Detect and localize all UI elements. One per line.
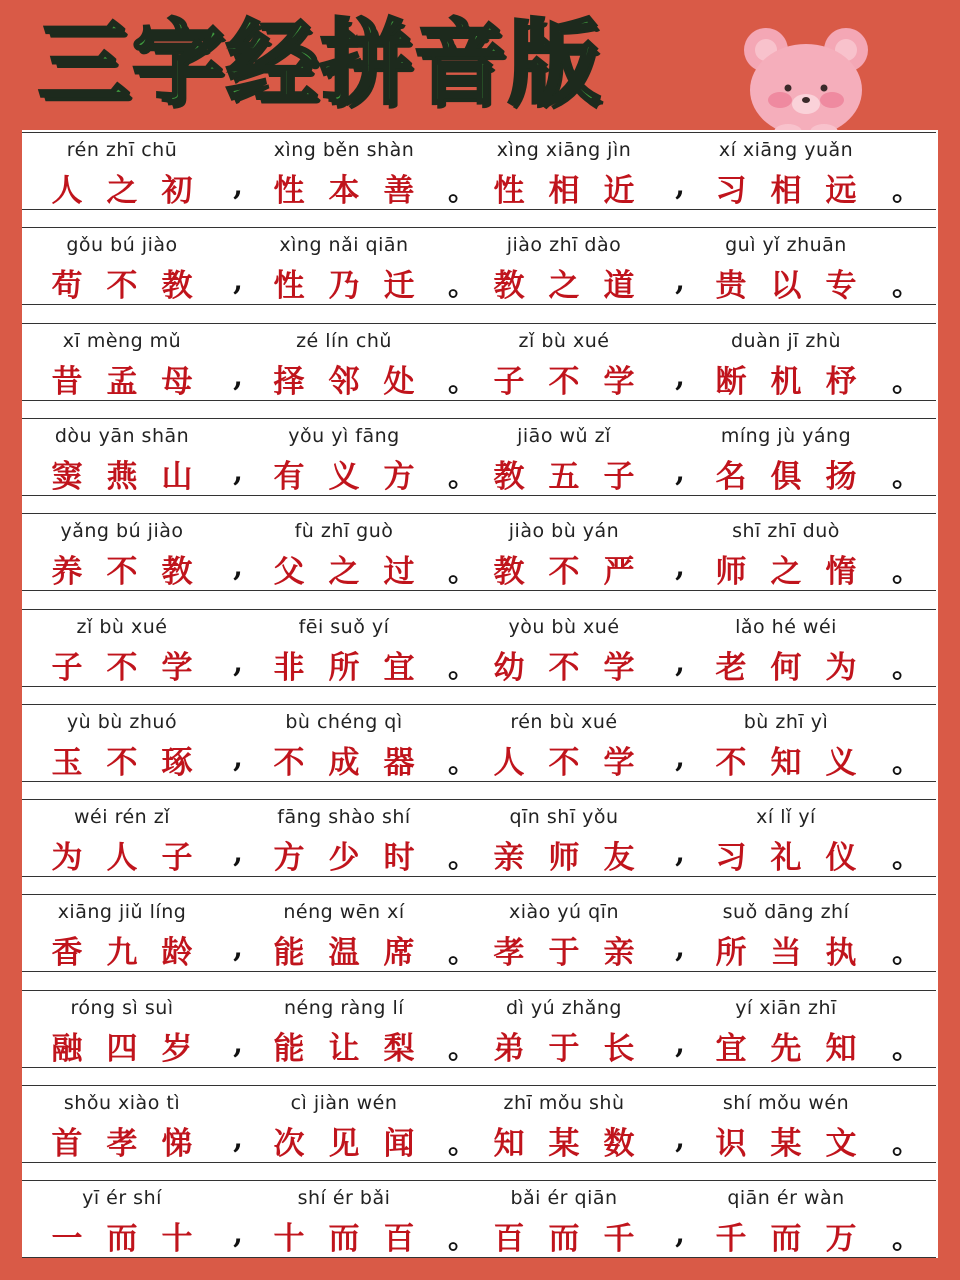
hanzi-text: 玉不琢	[51, 744, 217, 781]
verse-phrase	[22, 895, 242, 971]
punctuation-mark: 。	[448, 1222, 477, 1256]
verse-row	[22, 609, 936, 687]
pinyin-text: zhī mǒu shù	[503, 1092, 625, 1114]
punctuation-mark: ,	[675, 1217, 685, 1251]
verse-phrase	[22, 705, 242, 781]
hanzi-text: 能温席	[273, 935, 439, 972]
verse-phrase	[464, 705, 684, 781]
pinyin-text: shí ér bǎi	[297, 1187, 391, 1210]
hanzi-text: 亲师友	[493, 840, 659, 877]
verse-phrase	[686, 1181, 906, 1257]
punctuation-mark: ,	[675, 1122, 685, 1155]
verse-row	[22, 894, 936, 972]
hanzi-text: 窦燕山	[51, 458, 217, 495]
verse-row	[22, 227, 936, 305]
punctuation-mark: ,	[675, 740, 685, 774]
punctuation-mark: 。	[448, 650, 477, 684]
verse-phrase	[22, 1086, 242, 1162]
punctuation-mark: ,	[233, 1122, 243, 1155]
pinyin-text: shī zhī duò	[732, 520, 840, 543]
punctuation-mark: ,	[233, 836, 243, 870]
verse-phrase	[464, 324, 684, 400]
verse-phrase	[22, 324, 242, 400]
pinyin-text: dòu yān shān	[54, 424, 190, 447]
hanzi-text: 方少时	[273, 840, 439, 877]
pinyin-text: suǒ dāng zhí	[722, 901, 850, 924]
hanzi-text: 性乃迁	[273, 268, 439, 305]
pinyin-text: néng ràng lí	[283, 996, 405, 1019]
verse-phrase	[22, 228, 242, 304]
verse-phrase	[244, 895, 464, 971]
pinyin-text: cì jiàn wén	[290, 1092, 398, 1114]
pinyin-text: guì yǐ zhuān	[725, 234, 847, 257]
punctuation-mark: ,	[233, 454, 243, 488]
punctuation-mark: ,	[233, 264, 243, 298]
verse-phrase	[244, 514, 464, 590]
pinyin-text: xí lǐ yí	[756, 806, 816, 829]
pinyin-text: xiāng jiǔ líng	[57, 901, 187, 924]
punctuation-mark: 。	[892, 1222, 921, 1256]
pinyin-text: jiào zhī dào	[506, 234, 622, 257]
hanzi-text: 养不教	[51, 554, 217, 591]
pinyin-text: shǒu xiào tì	[63, 1092, 181, 1114]
pinyin-text: róng sì suì	[70, 996, 174, 1019]
hanzi-text: 习相远	[715, 173, 881, 209]
hanzi-text: 知某数	[493, 1126, 659, 1162]
hanzi-text: 人不学	[493, 744, 659, 781]
verse-phrase	[244, 991, 464, 1067]
punctuation-mark: 。	[448, 269, 477, 303]
punctuation-mark: ,	[675, 454, 685, 488]
verse-phrase	[686, 514, 906, 590]
hanzi-text: 百而千	[493, 1221, 659, 1258]
hanzi-text: 弟于长	[493, 1030, 659, 1067]
punctuation-mark: ,	[233, 169, 243, 202]
verse-phrase	[244, 133, 464, 209]
verse-phrase	[686, 1086, 906, 1162]
pinyin-text: fēi suǒ yí	[298, 615, 390, 638]
verse-row	[22, 418, 936, 496]
punctuation-mark: 。	[892, 841, 921, 875]
verse-phrase	[464, 800, 684, 876]
verse-phrase	[22, 991, 242, 1067]
punctuation-mark: ,	[233, 740, 243, 774]
verse-phrase	[22, 610, 242, 686]
verse-phrase	[464, 228, 684, 304]
pinyin-text: yǒu yì fāng	[288, 424, 400, 447]
hanzi-text: 子不学	[493, 363, 659, 400]
pinyin-text: zé lín chǔ	[296, 329, 392, 352]
pinyin-text: qiān ér wàn	[727, 1187, 845, 1210]
pinyin-text: xī mèng mǔ	[62, 329, 182, 352]
punctuation-mark: ,	[675, 1026, 685, 1060]
verse-phrase	[464, 419, 684, 495]
verse-phrase	[244, 1086, 464, 1162]
verse-phrase	[244, 324, 464, 400]
verse-row	[22, 1180, 936, 1258]
verse-phrase	[244, 419, 464, 495]
hanzi-text: 幼不学	[493, 649, 659, 686]
punctuation-mark: 。	[448, 1031, 477, 1065]
verse-phrase	[244, 800, 464, 876]
punctuation-mark: 。	[892, 1127, 921, 1160]
punctuation-mark: 。	[892, 1031, 921, 1065]
pinyin-text: shí mǒu wén	[722, 1092, 850, 1114]
verse-phrase	[22, 1181, 242, 1257]
pinyin-text: rén zhī chū	[66, 139, 178, 161]
hanzi-text: 教不严	[493, 554, 659, 591]
hanzi-text: 不成器	[273, 744, 439, 781]
punctuation-mark: 。	[448, 459, 477, 493]
punctuation-mark: ,	[233, 931, 243, 965]
pinyin-text: dì yú zhǎng	[506, 996, 622, 1019]
pinyin-text: zǐ bù xué	[76, 615, 168, 638]
hanzi-text: 香九龄	[51, 935, 217, 972]
hanzi-text: 能让梨	[273, 1030, 439, 1067]
bear-sticker-image	[740, 20, 872, 140]
pinyin-text: gǒu bú jiào	[66, 234, 178, 257]
punctuation-mark: ,	[675, 645, 685, 679]
punctuation-mark: ,	[233, 550, 243, 584]
hanzi-text: 千而万	[715, 1221, 881, 1258]
pinyin-text: xìng xiāng jìn	[496, 139, 632, 161]
verse-phrase	[686, 991, 906, 1067]
verse-row	[22, 513, 936, 591]
pinyin-text: fāng shào shí	[277, 806, 411, 829]
verse-phrase	[244, 228, 464, 304]
verse-phrase	[464, 610, 684, 686]
hanzi-text: 十而百	[273, 1221, 439, 1258]
pinyin-text: fù zhī guò	[294, 520, 394, 543]
pinyin-text: yí xiān zhī	[735, 996, 837, 1019]
pinyin-text: bù zhī yì	[743, 710, 829, 733]
punctuation-mark: ,	[675, 836, 685, 870]
verse-phrase	[686, 800, 906, 876]
verse-phrase	[22, 133, 242, 209]
hanzi-text: 非所宜	[273, 649, 439, 686]
verse-row	[22, 704, 936, 782]
hanzi-text: 首孝悌	[51, 1126, 217, 1162]
punctuation-mark: 。	[892, 269, 921, 303]
verse-phrase	[464, 895, 684, 971]
verse-row	[22, 990, 936, 1068]
verse-phrase	[464, 133, 684, 209]
pinyin-text: míng jù yáng	[720, 424, 852, 447]
hanzi-text: 名俱扬	[715, 458, 881, 495]
punctuation-mark: ,	[675, 169, 685, 202]
punctuation-mark: ,	[675, 931, 685, 965]
punctuation-mark: 。	[892, 555, 921, 589]
pinyin-text: bǎi ér qiān	[510, 1187, 618, 1210]
pinyin-text: wéi rén zǐ	[74, 806, 170, 829]
verse-row	[22, 1085, 936, 1163]
punctuation-mark: 。	[448, 745, 477, 779]
verse-phrase	[686, 895, 906, 971]
pinyin-text: xí xiāng yuǎn	[718, 139, 854, 161]
punctuation-mark: ,	[233, 1217, 243, 1251]
punctuation-mark: ,	[233, 1026, 243, 1060]
verse-phrase	[686, 610, 906, 686]
hanzi-text: 性本善	[273, 173, 439, 209]
punctuation-mark: 。	[448, 174, 477, 207]
verse-phrase	[244, 610, 464, 686]
punctuation-mark: 。	[448, 841, 477, 875]
pinyin-text: bù chéng qì	[285, 710, 403, 733]
verse-phrase	[686, 705, 906, 781]
punctuation-mark: 。	[892, 936, 921, 970]
verse-phrase	[22, 419, 242, 495]
pinyin-text: néng wēn xí	[283, 901, 405, 924]
pinyin-text: yòu bù xué	[508, 615, 620, 638]
hanzi-text: 为人子	[51, 840, 217, 877]
pinyin-text: qīn shī yǒu	[509, 806, 619, 829]
hanzi-text: 孝于亲	[493, 935, 659, 972]
hanzi-text: 性相近	[493, 173, 659, 209]
punctuation-mark: ,	[675, 550, 685, 584]
verse-phrase	[464, 1086, 684, 1162]
hanzi-text: 教五子	[493, 458, 659, 495]
hanzi-text: 子不学	[51, 649, 217, 686]
verse-phrase	[686, 324, 906, 400]
hanzi-text: 人之初	[51, 173, 217, 209]
verse-phrase	[464, 991, 684, 1067]
pinyin-text: xìng nǎi qiān	[279, 234, 409, 257]
verse-row	[22, 323, 936, 401]
verse-phrase	[464, 514, 684, 590]
hanzi-text: 贵以专	[715, 268, 881, 305]
verse-phrase	[686, 133, 906, 209]
pinyin-text: lǎo hé wéi	[735, 615, 837, 638]
verse-phrase	[686, 228, 906, 304]
pinyin-text: xìng běn shàn	[273, 139, 415, 161]
pinyin-text: yǎng bú jiào	[60, 520, 184, 543]
verse-phrase	[244, 705, 464, 781]
pinyin-text: duàn jī zhù	[731, 329, 841, 352]
punctuation-mark: 。	[892, 459, 921, 493]
punctuation-mark: 。	[892, 364, 921, 398]
hanzi-text: 老何为	[715, 649, 881, 686]
hanzi-text: 宜先知	[715, 1030, 881, 1067]
hanzi-text: 断机杼	[715, 363, 881, 400]
hanzi-text: 一而十	[51, 1221, 217, 1258]
hanzi-text: 融四岁	[51, 1030, 217, 1067]
hanzi-text: 识某文	[715, 1126, 881, 1162]
hanzi-text: 教之道	[493, 268, 659, 305]
hanzi-text: 所当执	[715, 935, 881, 972]
hanzi-text: 师之惰	[715, 554, 881, 591]
pinyin-text: yù bù zhuó	[66, 710, 178, 733]
punctuation-mark: 。	[892, 650, 921, 684]
hanzi-text: 苟不教	[51, 268, 217, 305]
verse-phrase	[244, 1181, 464, 1257]
pinyin-text: rén bù xué	[510, 710, 618, 733]
hanzi-text: 有义方	[273, 458, 439, 495]
page-title: 三字经拼音版	[38, 10, 603, 117]
pinyin-text: yī ér shí	[82, 1187, 162, 1210]
verse-phrase	[464, 1181, 684, 1257]
punctuation-mark: 。	[448, 364, 477, 398]
pinyin-text: xiào yú qīn	[508, 901, 620, 924]
punctuation-mark: 。	[892, 745, 921, 779]
punctuation-mark: 。	[448, 555, 477, 589]
punctuation-mark: 。	[448, 1127, 477, 1160]
pinyin-text: jiāo wǔ zǐ	[517, 424, 611, 447]
verse-phrase	[22, 514, 242, 590]
punctuation-mark: ,	[233, 359, 243, 393]
punctuation-mark: 。	[448, 936, 477, 970]
hanzi-text: 不知义	[715, 744, 881, 781]
hanzi-text: 习礼仪	[715, 840, 881, 877]
hanzi-text: 父之过	[273, 554, 439, 591]
hanzi-text: 昔孟母	[51, 363, 217, 400]
verse-row	[22, 132, 936, 210]
punctuation-mark: 。	[892, 174, 921, 207]
pinyin-text: jiào bù yán	[508, 520, 620, 543]
verse-row	[22, 799, 936, 877]
punctuation-mark: ,	[675, 359, 685, 393]
hanzi-text: 次见闻	[273, 1126, 439, 1162]
pinyin-text: zǐ bù xué	[518, 329, 610, 352]
verse-phrase	[22, 800, 242, 876]
punctuation-mark: ,	[233, 645, 243, 679]
hanzi-text: 择邻处	[273, 363, 439, 400]
punctuation-mark: ,	[675, 264, 685, 298]
rhyme-sheet	[22, 130, 938, 1258]
verse-phrase	[686, 419, 906, 495]
